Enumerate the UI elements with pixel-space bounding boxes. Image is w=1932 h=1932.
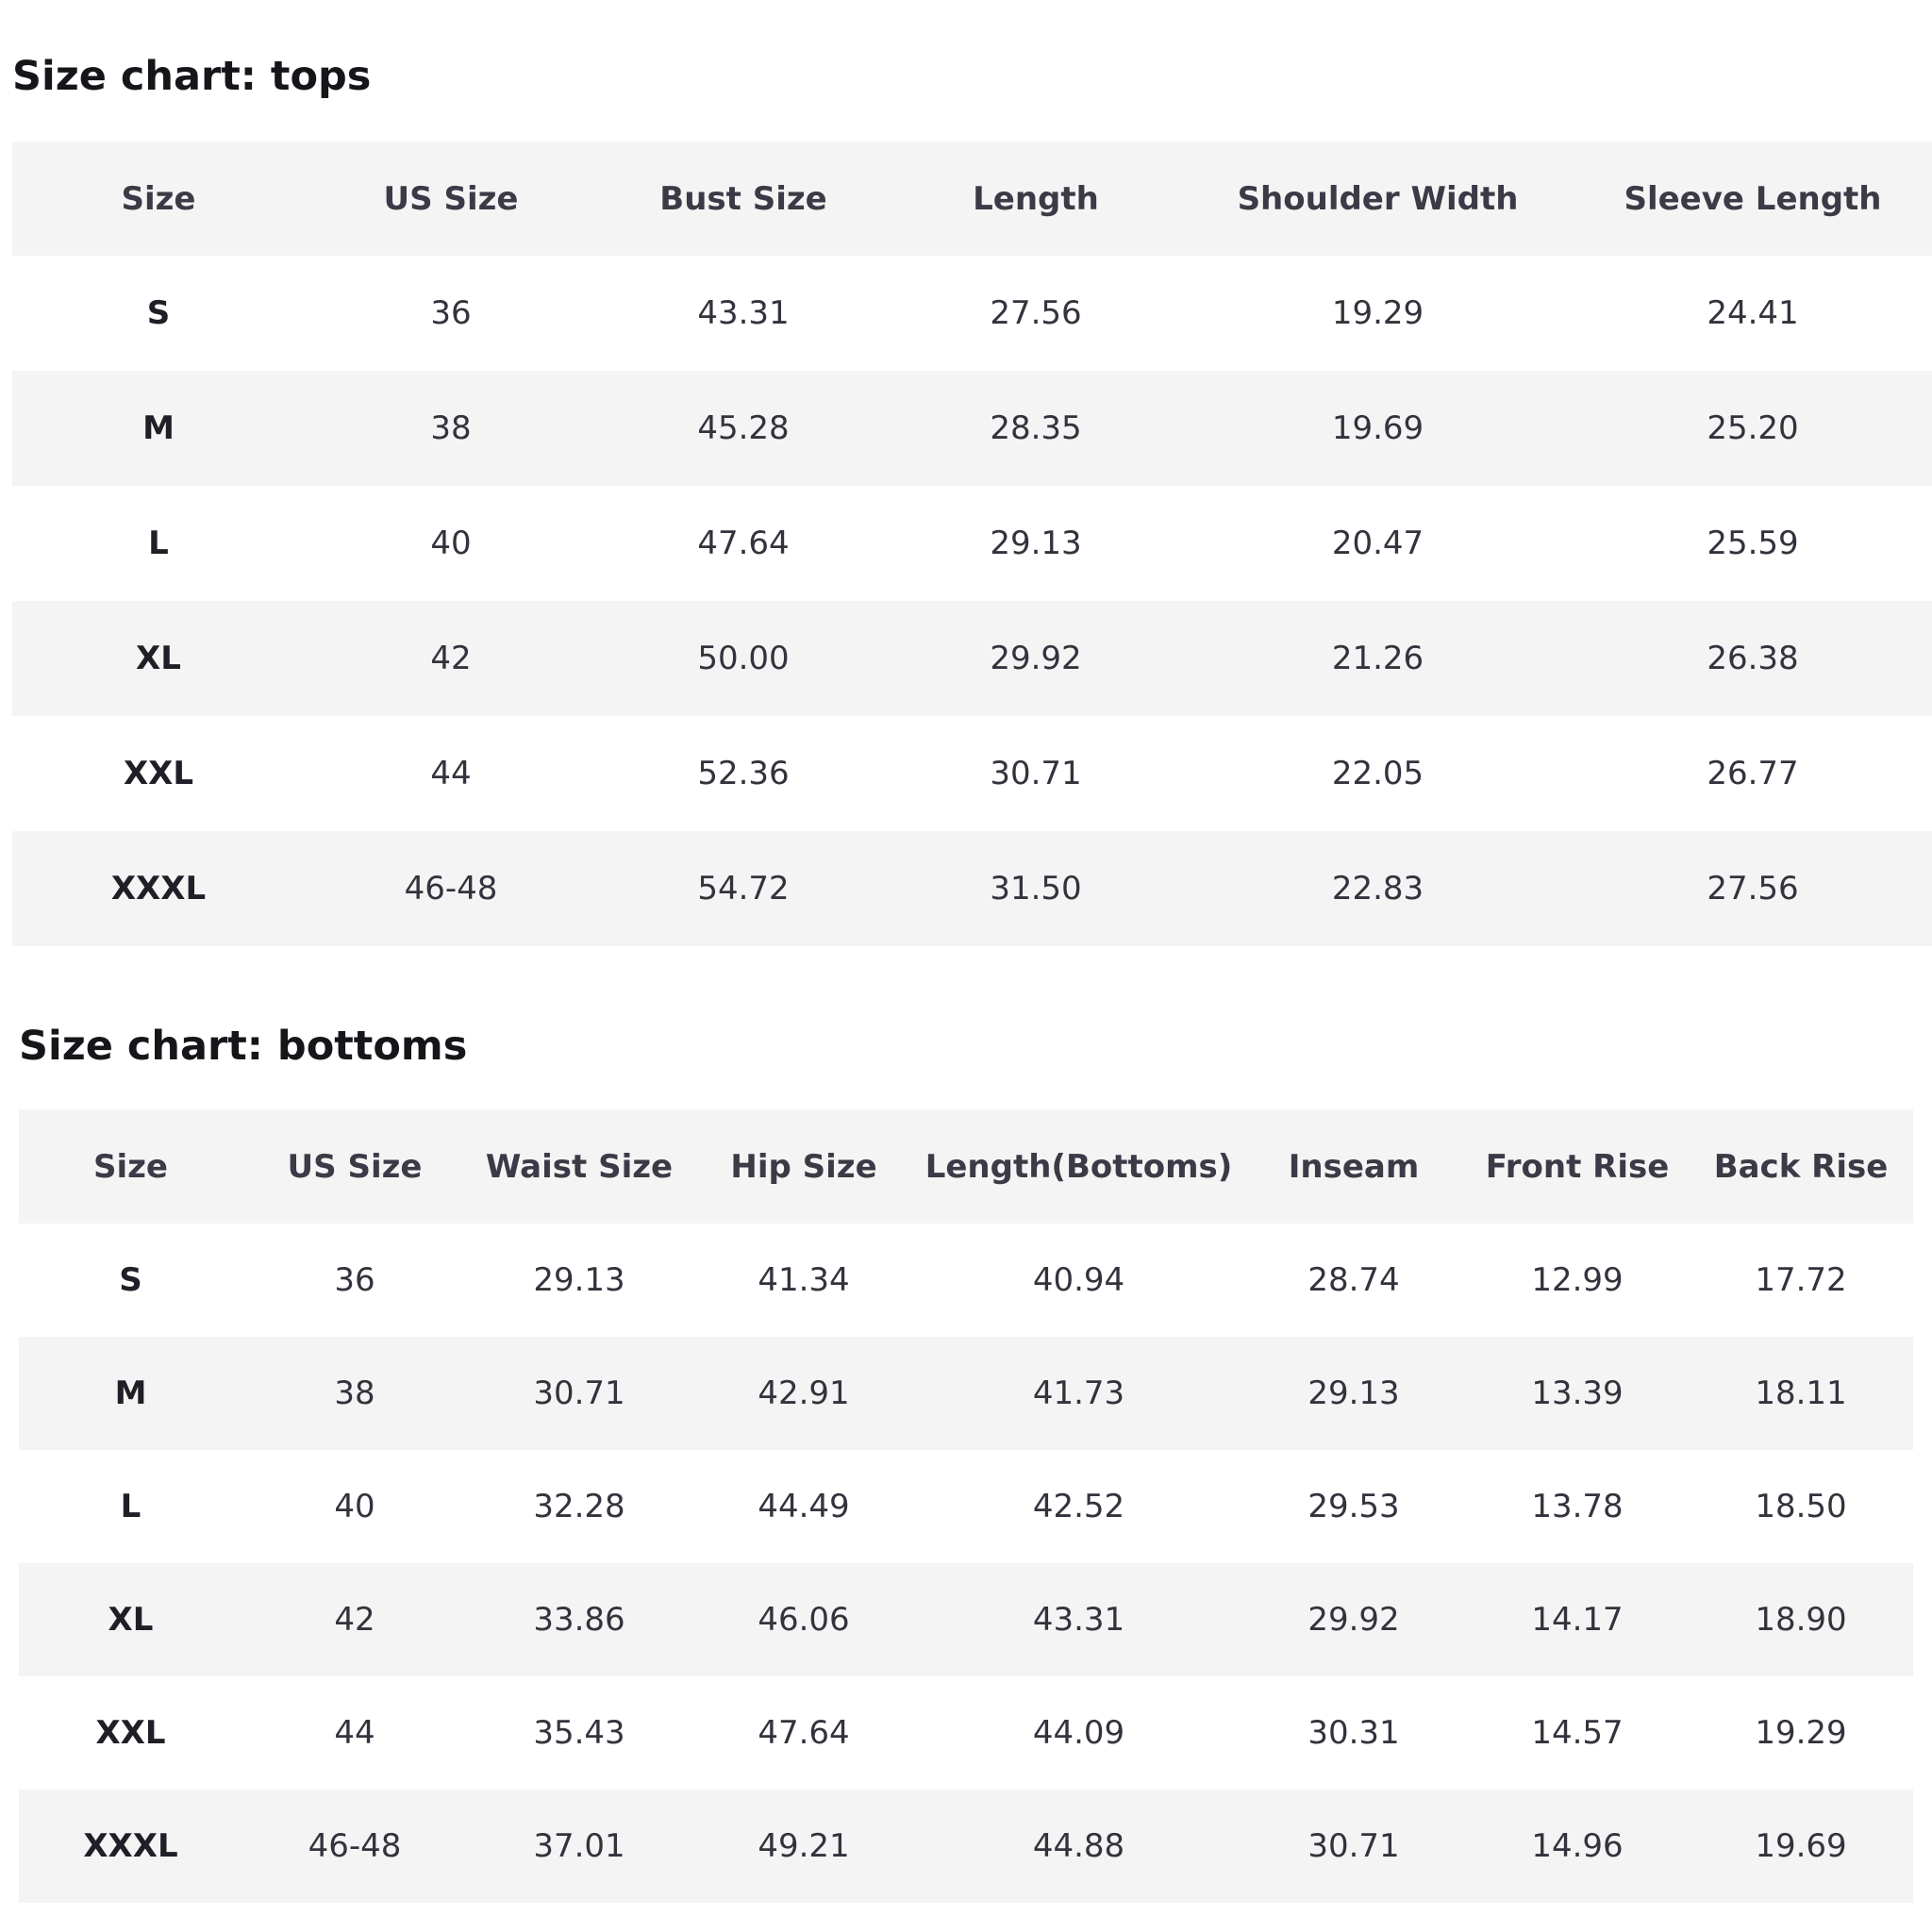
table-cell: 43.31 (1032, 1601, 1125, 1639)
table-cell: 29.53 (1307, 1488, 1400, 1525)
table-cell: 46-48 (308, 1827, 402, 1865)
table-cell: 50.00 (697, 640, 790, 677)
table-cell: 46.06 (758, 1601, 850, 1639)
size-cell: XXXL (83, 1827, 178, 1865)
table-row (19, 1790, 1913, 1903)
table-cell: 32.28 (533, 1488, 625, 1525)
tops-size-chart-title: Size chart: tops (12, 53, 372, 100)
table-cell: 26.77 (1707, 755, 1799, 792)
table-cell: 19.69 (1331, 409, 1424, 447)
bottoms-header-waist-size: Waist Size (485, 1147, 674, 1186)
size-cell: XL (108, 1601, 154, 1639)
table-cell: 42 (334, 1601, 375, 1639)
table-cell: 44.88 (1032, 1827, 1125, 1865)
table-cell: 37.01 (533, 1827, 625, 1865)
bottoms-header-back-rise: Back Rise (1713, 1147, 1889, 1186)
table-cell: 24.41 (1707, 294, 1799, 332)
table-row (12, 256, 1932, 371)
table-row (19, 1337, 1913, 1450)
tops-header-us-size: US Size (383, 179, 519, 218)
table-cell: 13.39 (1531, 1374, 1624, 1412)
table-cell: 42.52 (1032, 1488, 1125, 1525)
table-cell: 12.99 (1531, 1261, 1624, 1299)
size-cell: M (142, 409, 175, 447)
tops-header-shoulder-width: Shoulder Width (1237, 179, 1519, 218)
table-cell: 42.91 (758, 1374, 850, 1412)
size-cell: XXXL (110, 870, 207, 908)
bottoms-size-chart-title: Size chart: bottoms (19, 1023, 468, 1070)
table-cell: 40.94 (1032, 1261, 1125, 1299)
table-cell: 29.92 (1307, 1601, 1400, 1639)
table-cell: 33.86 (533, 1601, 625, 1639)
table-cell: 38 (430, 409, 472, 447)
table-cell: 41.34 (758, 1261, 850, 1299)
table-cell: 18.50 (1755, 1488, 1847, 1525)
tops-header-bust-size: Bust Size (659, 179, 827, 218)
table-cell: 14.17 (1531, 1601, 1624, 1639)
table-cell: 29.13 (1307, 1374, 1400, 1412)
size-cell: L (148, 525, 169, 562)
table-cell: 29.13 (533, 1261, 625, 1299)
table-cell: 28.35 (990, 409, 1082, 447)
table-cell: 30.31 (1307, 1714, 1400, 1752)
size-cell: M (114, 1374, 147, 1412)
table-cell: 45.28 (697, 409, 790, 447)
table-row (12, 601, 1932, 716)
size-cell: XL (136, 640, 181, 677)
table-cell: 36 (430, 294, 472, 332)
bottoms-header-length-bottoms: Length(Bottoms) (924, 1147, 1233, 1186)
table-cell: 27.56 (990, 294, 1082, 332)
table-cell: 52.36 (697, 755, 790, 792)
table-cell: 26.38 (1707, 640, 1799, 677)
table-cell: 17.72 (1755, 1261, 1847, 1299)
table-cell: 30.71 (1307, 1827, 1400, 1865)
table-cell: 30.71 (533, 1374, 625, 1412)
tops-header-row (12, 142, 1932, 256)
table-row (19, 1563, 1913, 1676)
table-row (12, 371, 1932, 486)
tops-header-sleeve-length: Sleeve Length (1624, 179, 1882, 218)
table-cell: 44.09 (1032, 1714, 1125, 1752)
table-cell: 18.90 (1755, 1601, 1847, 1639)
bottoms-header-size: Size (93, 1147, 168, 1186)
tops-header-length: Length (973, 179, 1099, 218)
table-cell: 49.21 (758, 1827, 850, 1865)
size-cell: XXL (95, 1714, 166, 1752)
table-cell: 29.92 (990, 640, 1082, 677)
bottoms-size-table (19, 1109, 1913, 1903)
size-cell: S (119, 1261, 142, 1299)
table-cell: 22.83 (1331, 870, 1424, 908)
tops-size-table (12, 142, 1932, 946)
table-cell: 36 (334, 1261, 375, 1299)
size-cell: S (146, 294, 171, 332)
table-cell: 30.71 (990, 755, 1082, 792)
table-cell: 40 (334, 1488, 375, 1525)
bottoms-header-row (19, 1109, 1913, 1224)
table-cell: 31.50 (990, 870, 1082, 908)
table-cell: 19.69 (1755, 1827, 1847, 1865)
table-cell: 46-48 (404, 870, 498, 908)
table-cell: 22.05 (1331, 755, 1424, 792)
bottoms-header-front-rise: Front Rise (1485, 1147, 1670, 1186)
table-cell: 44 (334, 1714, 375, 1752)
table-row (12, 831, 1932, 946)
table-cell: 42 (430, 640, 472, 677)
table-cell: 47.64 (758, 1714, 850, 1752)
table-cell: 47.64 (697, 525, 790, 562)
table-cell: 43.31 (697, 294, 790, 332)
table-row (19, 1450, 1913, 1563)
bottoms-header-inseam: Inseam (1288, 1147, 1420, 1186)
table-row (19, 1224, 1913, 1337)
tops-header-size: Size (121, 179, 196, 218)
table-cell: 40 (430, 525, 472, 562)
table-cell: 29.13 (990, 525, 1082, 562)
table-cell: 19.29 (1331, 294, 1424, 332)
table-cell: 38 (334, 1374, 375, 1412)
table-cell: 54.72 (697, 870, 790, 908)
bottoms-header-us-size: US Size (287, 1147, 423, 1186)
table-cell: 20.47 (1331, 525, 1424, 562)
table-cell: 21.26 (1331, 640, 1424, 677)
table-cell: 44 (430, 755, 472, 792)
size-cell: L (120, 1488, 142, 1525)
table-cell: 41.73 (1032, 1374, 1125, 1412)
table-cell: 44.49 (758, 1488, 850, 1525)
table-cell: 13.78 (1531, 1488, 1624, 1525)
table-cell: 18.11 (1755, 1374, 1847, 1412)
table-row (19, 1676, 1913, 1790)
table-cell: 35.43 (533, 1714, 625, 1752)
table-cell: 25.59 (1707, 525, 1799, 562)
bottoms-header-hip-size: Hip Size (730, 1147, 877, 1186)
table-row (12, 486, 1932, 601)
table-cell: 14.96 (1531, 1827, 1624, 1865)
table-cell: 25.20 (1707, 409, 1799, 447)
table-cell: 27.56 (1707, 870, 1799, 908)
table-cell: 28.74 (1307, 1261, 1400, 1299)
table-cell: 14.57 (1531, 1714, 1624, 1752)
table-cell: 19.29 (1755, 1714, 1847, 1752)
table-row (12, 716, 1932, 831)
size-cell: XXL (123, 755, 194, 792)
